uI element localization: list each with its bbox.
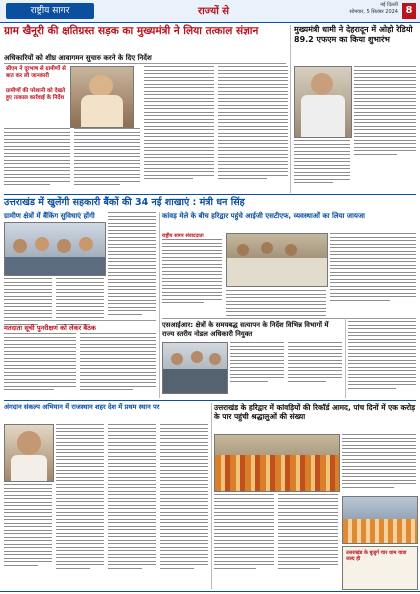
lead-subhead: अधिकारियों को शीघ्र आवागमन सुचारु करने के दिए निर्देश bbox=[4, 54, 152, 62]
lead-headline: ग्राम खैनूरी की क्षतिग्रस्त सड़क का मुख्यमंत्री ने लिया तत्काल संज्ञान bbox=[4, 25, 259, 37]
kanwar-dateline: राष्ट्रीय सागर संवाददाता bbox=[162, 233, 204, 239]
right-box-title: उत्तराखंड के बुजुर्ग चार धाम यात्रा जल्द ही bbox=[346, 550, 407, 562]
right-box bbox=[342, 546, 418, 590]
sir-col-1 bbox=[230, 342, 284, 384]
lead-col-4 bbox=[218, 66, 288, 182]
state-section-label: राज्यों से bbox=[198, 6, 230, 17]
masthead bbox=[0, 0, 420, 22]
bottom-right-headline: उत्तराखंड के हरिद्वार में कांवड़ियों की रिकॉर्ड आमद, पांच दिनों में एक करोड़ के पार पहुंची श्रद्धालुओं की संख्या bbox=[214, 403, 416, 421]
column-divider bbox=[159, 212, 160, 398]
kanwar-col-1 bbox=[162, 233, 222, 306]
bottom-left-col-0 bbox=[4, 484, 52, 568]
bottom-right-col-2 bbox=[214, 494, 274, 571]
kanwar-col-2 bbox=[226, 290, 326, 322]
middle-headline: उत्तराखंड में खुलेंगी सहकारी बैंकों की 34 नई शाखाएं : मंत्री धन सिंह bbox=[4, 197, 245, 208]
short-col-2 bbox=[80, 333, 156, 393]
footer-rule bbox=[0, 591, 420, 592]
date-line: सोमवार, 5 सितंबर 2024 bbox=[349, 9, 398, 15]
column-divider bbox=[345, 318, 346, 398]
bottom-left-col-1 bbox=[56, 424, 104, 571]
short-col-1 bbox=[4, 333, 76, 393]
sir-col-2 bbox=[288, 342, 342, 384]
right-top-headline: मुख्यमंत्री धामी ने देहरादून में ओहो रेडियो 89.2 एफएम का किया शुभारंभ bbox=[294, 25, 413, 44]
right-top-col-2 bbox=[294, 140, 350, 186]
bank-meeting-photo bbox=[4, 222, 106, 276]
kanwar-inspection-photo bbox=[226, 233, 328, 287]
bottom-left-col-2 bbox=[108, 424, 156, 571]
lead-photo bbox=[70, 66, 134, 128]
portrait-photo bbox=[4, 424, 54, 482]
lead-col-1 bbox=[4, 128, 70, 188]
radio-launch-photo bbox=[294, 66, 352, 138]
bottom-right-col-3 bbox=[278, 494, 338, 571]
kanwar-headline: कांवड़ मेले के बीच हरिद्वार पहुंचे आईजी एसटीएफ, व्यवस्थाओं का लिया जायजा bbox=[162, 212, 365, 220]
column-divider bbox=[211, 403, 212, 589]
sir-meeting-photo bbox=[162, 342, 228, 394]
small-crowd-photo bbox=[342, 496, 418, 544]
masthead-rule bbox=[0, 22, 420, 23]
page-number: 8 bbox=[402, 3, 416, 19]
section-divider bbox=[4, 400, 416, 401]
divider bbox=[4, 320, 156, 321]
bottom-left-headline: अंगदान संकल्प अभियान में राजस्थान शहर देश में प्रथम स्थान पर bbox=[4, 403, 160, 411]
sir-headline: एसआईआर: क्षेत्रों के समयबद्ध सत्यापन के निर्देश विभिन्न विभागों में राज्य स्तरीय नोडल अधिकारी नियुक्त bbox=[162, 321, 329, 338]
divider bbox=[162, 318, 416, 319]
divider bbox=[4, 63, 286, 64]
lead-bullet-1: सीएम ने दूरभाष से ग्रामीणों से बात कर ली जानकारी bbox=[6, 66, 66, 79]
section-divider bbox=[4, 194, 416, 195]
kanwar-crowd-photo bbox=[214, 434, 340, 492]
right-col bbox=[348, 321, 416, 391]
lead-col-2 bbox=[74, 128, 140, 188]
lead-bullet-2: ग्रामीणों की परेशानी को देखते हुए तत्काल कार्रवाई के निर्देश bbox=[6, 88, 66, 101]
middle-left-col-3 bbox=[108, 212, 156, 317]
short-headline: मतदाता सूची पुनरीक्षण को लेकर बैठक bbox=[4, 324, 96, 332]
bottom-left-col-3 bbox=[160, 424, 208, 571]
kanwar-col-3 bbox=[330, 233, 416, 303]
right-top-col-1 bbox=[354, 66, 416, 157]
edition-info bbox=[350, 2, 398, 16]
paper-name: नई दिल्ली bbox=[380, 2, 398, 8]
lead-col-3 bbox=[144, 66, 214, 182]
section-logo: राष्ट्रीय सागर bbox=[6, 3, 94, 19]
column-divider bbox=[290, 25, 291, 193]
middle-bullet: ग्रामीण क्षेत्रों में बैंकिंग सुविधाएं होंगी bbox=[4, 212, 95, 220]
bottom-right-col-1 bbox=[342, 434, 416, 490]
